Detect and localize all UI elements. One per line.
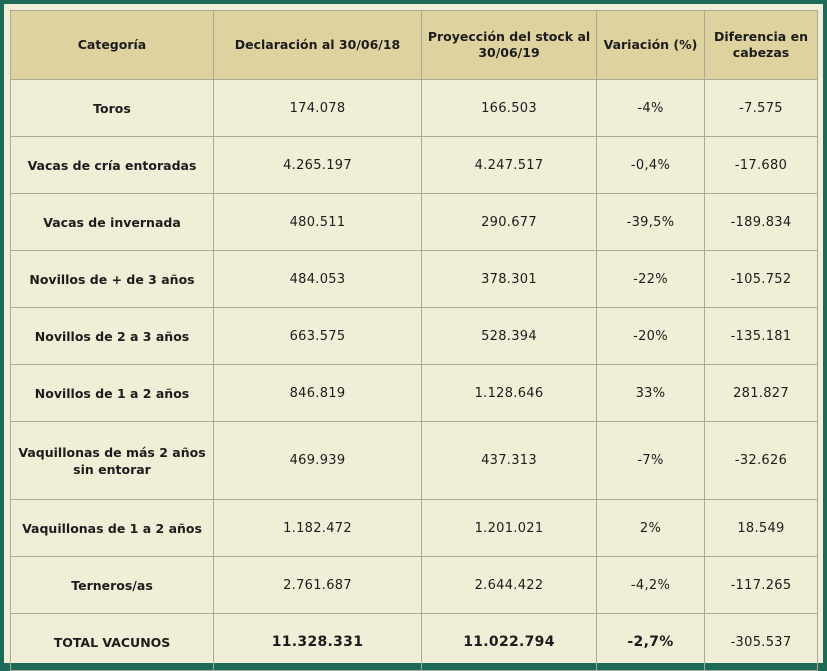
table-row bbox=[11, 137, 818, 194]
cell-declaracion: 663.575 bbox=[214, 308, 422, 365]
cell-declaracion: 469.939 bbox=[214, 422, 422, 500]
cell-diferencia: -135.181 bbox=[705, 308, 818, 365]
table-frame bbox=[4, 4, 823, 663]
cell-declaracion: 174.078 bbox=[214, 80, 422, 137]
table-row bbox=[11, 422, 818, 500]
cell-diferencia: -105.752 bbox=[705, 251, 818, 308]
table-row bbox=[11, 557, 818, 614]
cell-declaracion: 2.761.687 bbox=[214, 557, 422, 614]
cell-diferencia: -117.265 bbox=[705, 557, 818, 614]
table-row bbox=[11, 80, 818, 137]
livestock-stock-table bbox=[10, 10, 818, 671]
cell-diferencia: 281.827 bbox=[705, 365, 818, 422]
total-variacion: -2,7% bbox=[597, 614, 705, 671]
cell-variacion: -4% bbox=[597, 80, 705, 137]
cell-variacion: -22% bbox=[597, 251, 705, 308]
total-declaracion: 11.328.331 bbox=[214, 614, 422, 671]
cell-declaracion: 480.511 bbox=[214, 194, 422, 251]
cell-declaracion: 4.265.197 bbox=[214, 137, 422, 194]
cell-variacion: -39,5% bbox=[597, 194, 705, 251]
cell-categoria: Toros bbox=[11, 80, 214, 137]
cell-declaracion: 846.819 bbox=[214, 365, 422, 422]
cell-variacion: -7% bbox=[597, 422, 705, 500]
total-diferencia: -305.537 bbox=[705, 614, 818, 671]
cell-proyeccion: 4.247.517 bbox=[422, 137, 597, 194]
cell-proyeccion: 378.301 bbox=[422, 251, 597, 308]
cell-categoria: Vaquillonas de más 2 años sin entorar bbox=[11, 422, 214, 500]
cell-proyeccion: 166.503 bbox=[422, 80, 597, 137]
cell-diferencia: -17.680 bbox=[705, 137, 818, 194]
table-row bbox=[11, 500, 818, 557]
cell-proyeccion: 528.394 bbox=[422, 308, 597, 365]
total-label: TOTAL VACUNOS bbox=[11, 614, 214, 671]
cell-proyeccion: 2.644.422 bbox=[422, 557, 597, 614]
total-row bbox=[11, 614, 818, 671]
cell-proyeccion: 437.313 bbox=[422, 422, 597, 500]
cell-variacion: 33% bbox=[597, 365, 705, 422]
cell-categoria: Vacas de invernada bbox=[11, 194, 214, 251]
cell-diferencia: -7.575 bbox=[705, 80, 818, 137]
table-row bbox=[11, 194, 818, 251]
cell-variacion: -20% bbox=[597, 308, 705, 365]
header-diferencia: Diferencia en cabezas bbox=[705, 11, 818, 80]
table-row bbox=[11, 365, 818, 422]
table-row bbox=[11, 308, 818, 365]
cell-diferencia: -32.626 bbox=[705, 422, 818, 500]
cell-variacion: -0,4% bbox=[597, 137, 705, 194]
cell-proyeccion: 1.201.021 bbox=[422, 500, 597, 557]
cell-proyeccion: 1.128.646 bbox=[422, 365, 597, 422]
cell-categoria: Novillos de + de 3 años bbox=[11, 251, 214, 308]
cell-variacion: 2% bbox=[597, 500, 705, 557]
header-row bbox=[11, 11, 818, 80]
header-declaracion: Declaración al 30/06/18 bbox=[214, 11, 422, 80]
cell-categoria: Vaquillonas de 1 a 2 años bbox=[11, 500, 214, 557]
cell-categoria: Vacas de cría entoradas bbox=[11, 137, 214, 194]
cell-proyeccion: 290.677 bbox=[422, 194, 597, 251]
header-categoria: Categoría bbox=[11, 11, 214, 80]
cell-diferencia: 18.549 bbox=[705, 500, 818, 557]
cell-categoria: Novillos de 2 a 3 años bbox=[11, 308, 214, 365]
table-row bbox=[11, 251, 818, 308]
header-proyeccion: Proyección del stock al 30/06/19 bbox=[422, 11, 597, 80]
cell-categoria: Novillos de 1 a 2 años bbox=[11, 365, 214, 422]
cell-categoria: Terneros/as bbox=[11, 557, 214, 614]
total-proyeccion: 11.022.794 bbox=[422, 614, 597, 671]
cell-declaracion: 484.053 bbox=[214, 251, 422, 308]
cell-declaracion: 1.182.472 bbox=[214, 500, 422, 557]
cell-diferencia: -189.834 bbox=[705, 194, 818, 251]
header-variacion: Variación (%) bbox=[597, 11, 705, 80]
cell-variacion: -4,2% bbox=[597, 557, 705, 614]
